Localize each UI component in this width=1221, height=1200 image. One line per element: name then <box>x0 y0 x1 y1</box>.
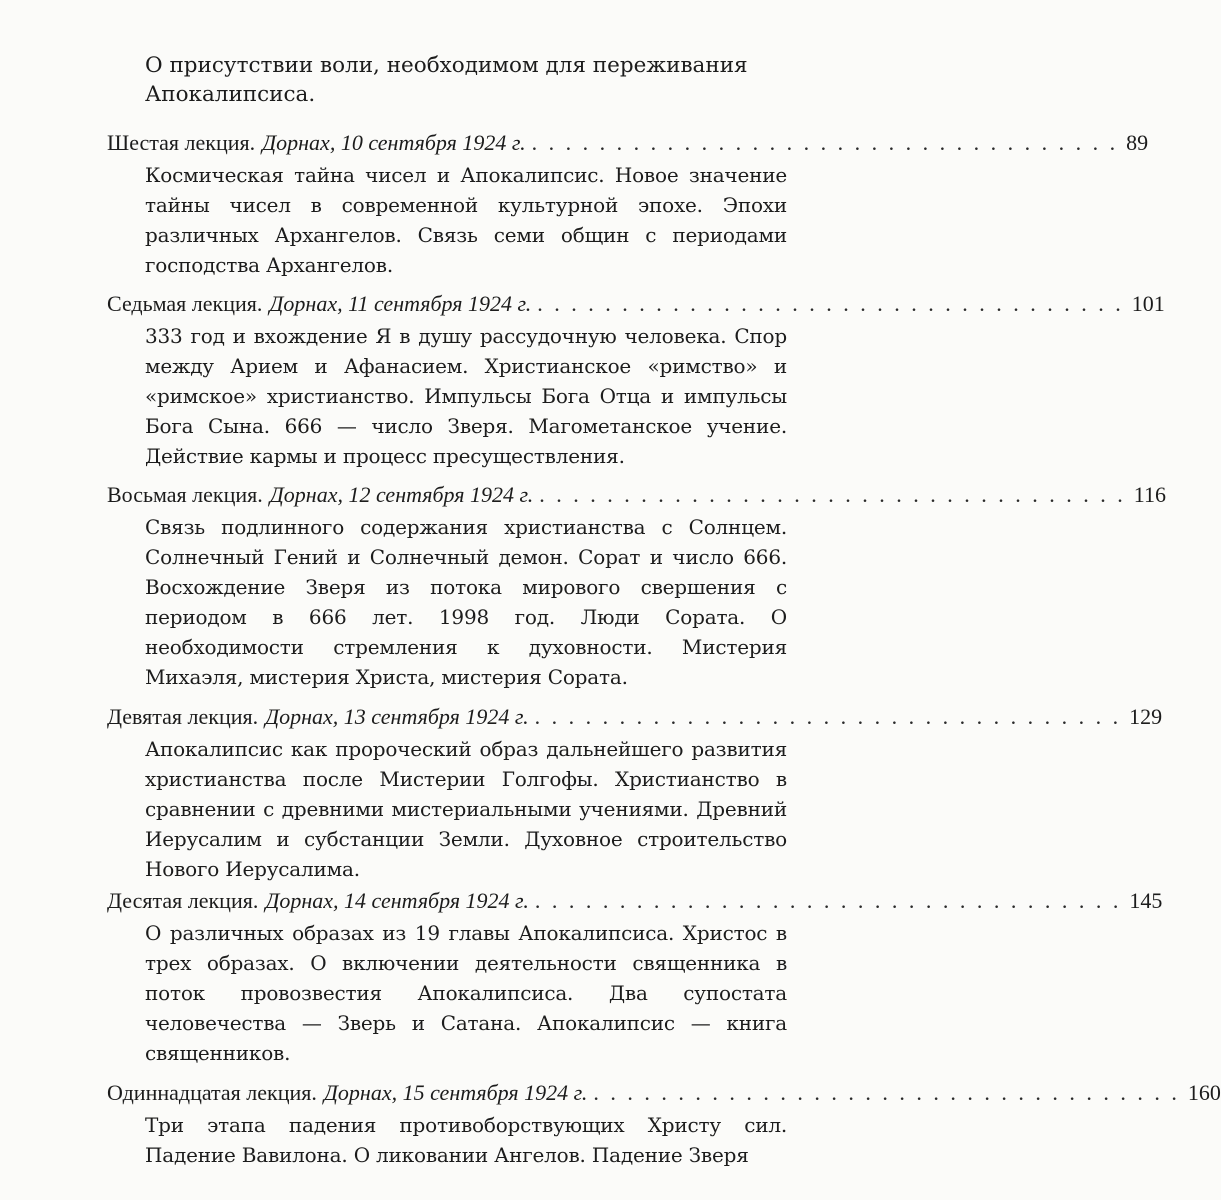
dot-leader: . . . . . . . . . . . . . . . . . . . . . . . . . . . . . . . . . . . <box>534 888 1122 913</box>
page-number: 160 <box>1187 1080 1221 1105</box>
lecture-place-date: Дорнах, 12 сентября 1924 г. <box>269 482 534 507</box>
toc-entry-lecture-11 <box>107 1078 1221 1170</box>
toc-entry-lecture-8 <box>107 480 1166 692</box>
lecture-summary: О различных образах из 19 главы Апокалипсиса. Христос в трех образах. О включении деятельности священника в поток провозвестия Апокалипсиса. Два супостата человечества — Зверь и Сатана. Апокалипсис — книга священников. <box>145 921 787 1065</box>
entry-heading <box>107 1078 1221 1108</box>
lecture-summary: Апокалипсис как пророческий образ дальнейшего развития христианства после Мистерии Голгофы. Христианство в сравнении с древними мистериальными учениями. Древний Иерусалим и субстанции Земли. Духовное строительство Нового Иерусалима. <box>145 737 787 881</box>
toc-entry-lecture-6 <box>107 128 1149 280</box>
lecture-title: Восьмая лекция. <box>107 482 263 507</box>
lecture-place-date: Дорнах, 15 сентября 1924 г. <box>323 1080 588 1105</box>
lecture-place-date: Дорнах, 13 сентября 1924 г. <box>265 704 529 729</box>
page-number: 129 <box>1129 704 1163 729</box>
continued-summary: О присутствии воли, необходимом для переживания Апокалипсиса. <box>145 53 748 107</box>
page-number: 116 <box>1133 482 1166 507</box>
toc-entry-lecture-7 <box>107 289 1165 471</box>
entry-heading <box>107 289 1165 319</box>
lecture-title: Шестая лекция. <box>107 130 256 155</box>
lecture-summary: Связь подлинного содержания христианства с Солнцем. Солнечный Гений и Солнечный демон. Сорат и число 666. Восхождение Зверя из потока мирового свершения с периодом в 666 лет. 1998 год. Люди Сората. О необходимости стремления к духовности. Мистерия Михаэля, мистерия Христа, мистерия Сората. <box>145 515 787 689</box>
toc-entry-lecture-10 <box>107 886 1163 1068</box>
entry-heading <box>107 480 1166 510</box>
dot-leader: . . . . . . . . . . . . . . . . . . . . . . . . . . . . . . . . . . . <box>539 482 1126 507</box>
lecture-summary: Три этапа падения противоборствующих Христу сил. Падение Вавилона. О ликовании Ангелов. Падение Зверя <box>145 1113 787 1167</box>
page-number: 101 <box>1131 291 1165 316</box>
lecture-title: Седьмая лекция. <box>107 291 263 316</box>
entry-heading <box>107 128 1149 158</box>
lecture-place-date: Дорнах, 11 сентября 1924 г. <box>269 291 532 316</box>
lecture-title: Десятая лекция. <box>107 888 259 913</box>
dot-leader: . . . . . . . . . . . . . . . . . . . . . . . . . . . . . . . . . . . <box>534 704 1122 729</box>
dot-leader: . . . . . . . . . . . . . . . . . . . . . . . . . . . . . . . . . . . <box>593 1080 1180 1105</box>
page-number: 145 <box>1129 888 1163 913</box>
entry-heading <box>107 886 1163 916</box>
page-number: 89 <box>1126 130 1149 155</box>
lecture-place-date: Дорнах, 10 сентября 1924 г. <box>262 130 526 155</box>
lecture-place-date: Дорнах, 14 сентября 1924 г. <box>265 888 529 913</box>
lecture-title: Одиннадцатая лекция. <box>107 1080 317 1105</box>
toc-entry-lecture-9 <box>107 702 1163 884</box>
lecture-title: Девятая лекция. <box>107 704 259 729</box>
dot-leader: . . . . . . . . . . . . . . . . . . . . . . . . . . . . . . . . . . . <box>531 130 1119 155</box>
dot-leader: . . . . . . . . . . . . . . . . . . . . . . . . . . . . . . . . . . . <box>537 291 1124 316</box>
lecture-summary: Космическая тайна чисел и Апокалипсис. Новое значение тайны чисел в современной культурной эпохе. Эпохи различных Архангелов. Связь семи общин с периодами господства Архангелов. <box>145 163 787 277</box>
entry-heading <box>107 702 1163 732</box>
lecture-summary: 333 год и вхождение Я в душу рассудочную человека. Спор между Арием и Афанасием. Христианское «римство» и «римское» христианство. Импульсы Бога Отца и импульсы Бога Сына. 666 — число Зверя. Магометанское учение. Действие кармы и процесс пресуществления. <box>145 324 787 468</box>
